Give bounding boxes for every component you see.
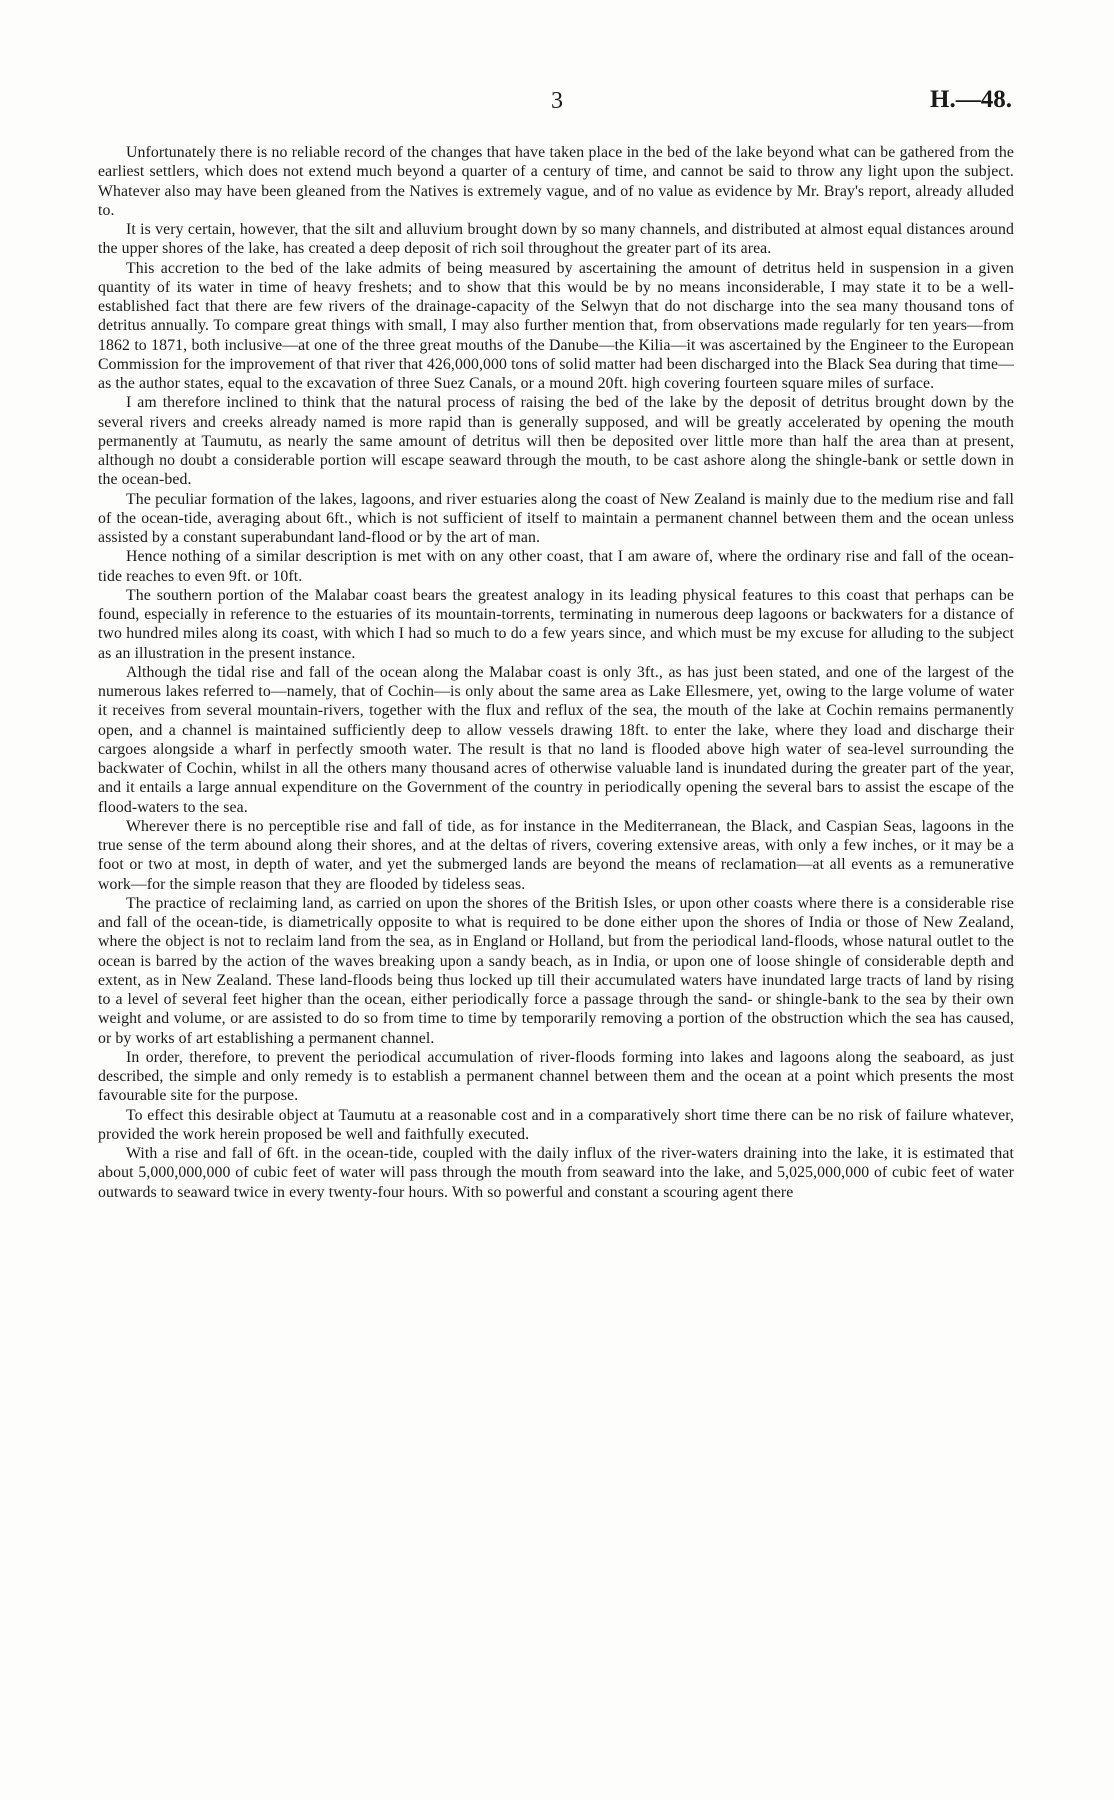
paragraph: Although the tidal rise and fall of the ocean along the Malabar coast is only 3ft., as has just been stated, and one of the largest of the numerous lakes referred to—namely, that of Cochin—is only about the same area as Lake Ellesmere, yet, owing to the large volume of water it receives from several mountain-rivers, together with the flux and reflux of the sea, the mouth of the lake at Cochin remains permanently open, and a channel is maintained sufficiently deep to allow vessels drawing 18ft. to enter the lake, where they load and discharge their cargoes alongside a wharf in perfectly smooth water. The result is that no land is flooded above high water of sea-level surrounding the backwater of Cochin, whilst in all the others many thousand acres of otherwise valuable land is inundated during the greater part of the year, and it entails a large annual expenditure on the Government of the country in periodically opening the several bars to assist the escape of the flood-waters to the sea. bbox=[98, 663, 1014, 816]
paragraph: This accretion to the bed of the lake admits of being measured by ascertaining the amount of detritus held in suspension in a given quantity of its water in time of heavy freshets; and to show that this would be by no means inconsiderable, I may state it to be a well-established fact that there are few rivers of the drainage-capacity of the Selwyn that do not discharge into the sea many thousand tons of detritus annually. To compare great things with small, I may also further mention that, from observations made regularly for ten years—from 1862 to 1871, both inclusive—at one of the three great mouths of the Danube—the Kilia—it was ascertained by the Engineer to the European Commission for the improvement of that river that 426,000,000 tons of solid matter had been discharged into the Black Sea during that time—as the author states, equal to the excavation of three Suez Canals, or a mound 20ft. high covering fourteen square miles of surface. bbox=[98, 259, 1014, 392]
paragraph: Hence nothing of a similar description is met with on any other coast, that I am aware of, where the ordinary rise and fall of the ocean-tide reaches to even 9ft. or 10ft. bbox=[98, 548, 1014, 585]
paragraph: Wherever there is no perceptible rise and fall of tide, as for instance in the Mediterranean, the Black, and Caspian Seas, lagoons in the true sense of the term abound along their shores, and at the deltas of rivers, covering extensive areas, with only a few inches, or it may be a foot or two at most, in depth of water, and yet the submerged lands are beyond the means of reclamation—at all events as a remunerative work—for the simple reason that they are flooded by tideless seas. bbox=[98, 817, 1014, 893]
paragraph: In order, therefore, to prevent the periodical accumulation of river-floods forming into lakes and lagoons along the seaboard, as just described, the simple and only remedy is to establish a permanent channel between them and the ocean at a point which presents the most favourable site for the purpose. bbox=[98, 1048, 1014, 1105]
paragraph: The practice of reclaiming land, as carried on upon the shores of the British Isles, or upon other coasts where there is a considerable rise and fall of the ocean-tide, is diametrically opposite to what is required to be done either upon the shores of India or those of New Zealand, where the object is not to reclaim land from the sea, as in England or Holland, but from the periodical land-floods, whose natural outlet to the ocean is barred by the action of the waves breaking upon a sandy beach, as in India, or upon one of loose shingle of considerable depth and extent, as in New Zealand. These land-floods being thus locked up till their accumulated waters have inundated large tracts of land by rising to a level of several feet higher than the ocean, either periodically force a passage through the sand- or shingle-bank to the sea by their own weight and volume, or are assisted to do so from time to time by temporarily removing a portion of the obstruction which the sea has caused, or by works of art establishing a permanent channel. bbox=[98, 894, 1014, 1047]
page-number: 3 bbox=[551, 88, 563, 114]
paragraph: I am therefore inclined to think that the natural process of raising the bed of the lake by the deposit of detritus brought down by the several rivers and creeks already named is more rapid than is generally supposed, and will be greatly accelerated by opening the mouth permanently at Taumutu, as nearly the same amount of detritus will then be deposited over little more than half the area than at present, although no doubt a considerable portion will escape seaward through the mouth, to be cast ashore along the shingle-bank or settle down in the ocean-bed. bbox=[98, 394, 1014, 489]
paragraph: Unfortunately there is no reliable record of the changes that have taken place in the bed of the lake beyond what can be gathered from the earliest settlers, which does not extend much beyond a quarter of a century of time, and cannot be said to throw any light upon the subject. Whatever also may have been gleaned from the Natives is extremely vague, and of no value as evidence by Mr. Bray's report, already alluded to. bbox=[98, 144, 1014, 219]
document-reference: H.—48. bbox=[930, 86, 1012, 113]
paragraph: The southern portion of the Malabar coast bears the greatest analogy in its leading physical features to this coast that perhaps can be found, especially in reference to the estuaries of its mountain-torrents, terminating in numerous deep lagoons or backwaters for a distance of two hundred miles along its coast, with which I had so much to do a few years since, and which must be my excuse for alluding to the subject as an illustration in the present instance. bbox=[98, 586, 1014, 662]
paragraph: It is very certain, however, that the silt and alluvium brought down by so many channels, and distributed at almost equal distances around the upper shores of the lake, has created a deep deposit of rich soil throughout the greater part of its area. bbox=[98, 221, 1014, 258]
paragraph: To effect this desirable object at Taumutu at a reasonable cost and in a comparatively short time there can be no risk of failure whatever, provided the work herein proposed be well and faithfully executed. bbox=[98, 1106, 1014, 1143]
body-text bbox=[98, 143, 1014, 1202]
paragraph: The peculiar formation of the lakes, lagoons, and river estuaries along the coast of New Zealand is mainly due to the medium rise and fall of the ocean-tide, averaging about 6ft., which is not sufficient of itself to maintain a permanent channel between them and the ocean unless assisted by a constant superabundant land-flood or by the art of man. bbox=[98, 490, 1014, 546]
paragraph: With a rise and fall of 6ft. in the ocean-tide, coupled with the daily influx of the river-waters draining into the lake, it is estimated that about 5,000,000,000 of cubic feet of water will pass through the mouth from seaward into the lake, and 5,025,000,000 of cubic feet of water outwards to seaward twice in every twenty-four hours. With so powerful and constant a scouring agent there bbox=[98, 1145, 1014, 1201]
